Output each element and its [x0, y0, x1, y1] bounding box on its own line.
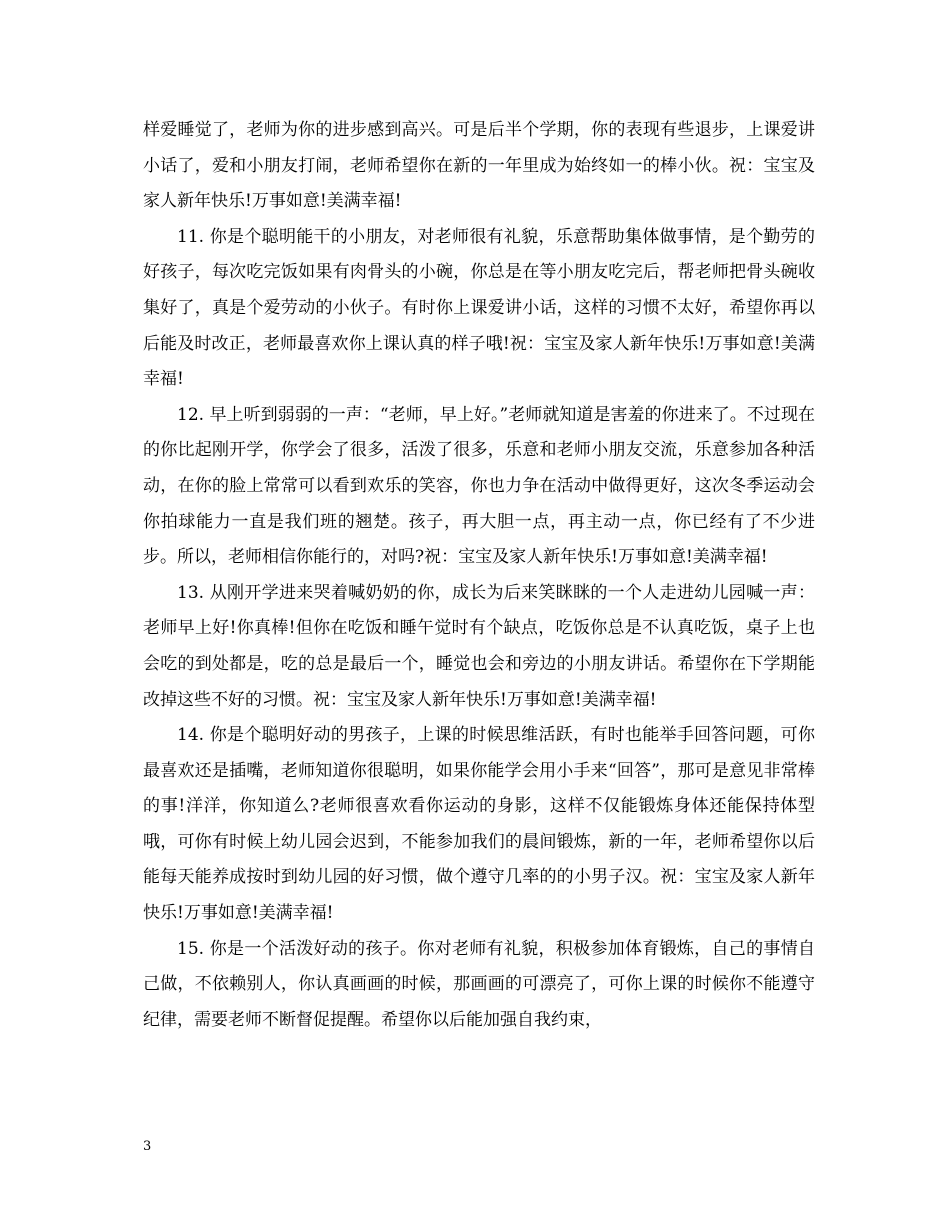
paragraph-15: 15. 你是一个活泼好动的孩子。你对老师有礼貌，积极参加体育锻炼，自己的事情自己做，不依赖别人，你认真画画的时候，那画画的可漂亮了，可你上课的时候你不能遵守纪律，需要老师不断督促提醒。希望你以后能加强自我约束， [143, 938, 815, 1030]
paragraph-14: 14. 你是个聪明好动的男孩子，上课的时候思维活跃，有时也能举手回答问题，可你最喜欢还是插嘴，老师知道你很聪明，如果你能学会用小手来“回答”，那可是意见非常棒的事!洋洋，你知道么?老师很喜欢看你运动的身影，这样不仅能锻炼身体还能保持体型哦，可你有时候上幼儿园会迟到，不能参加我们的晨间锻炼，新的一年，老师希望你以后能每天能养成按时到幼儿园的好习惯，做个遵守几率的的小男子汉。祝：宝宝及家人新年快乐!万事如意!美满幸福! [143, 725, 815, 924]
document-body [143, 113, 815, 1038]
paragraph-12: 12. 早上听到弱弱的一声：“老师，早上好。”老师就知道是害羞的你进来了。不过现在的你比起刚开学，你学会了很多，活泼了很多，乐意和老师小朋友交流，乐意参加各种活动，在你的脸上常常可以看到欢乐的笑容，你也力争在活动中做得更好，这次冬季运动会你拍球能力一直是我们班的翘楚。孩子，再大胆一点，再主动一点，你已经有了不少进步。所以，老师相信你能行的，对吗?祝：宝宝及家人新年快乐!万事如意!美满幸福! [143, 404, 815, 568]
paragraph-10-continued: 样爱睡觉了，老师为你的进步感到高兴。可是后半个学期，你的表现有些退步，上课爱讲小话了，爱和小朋友打闹，老师希望你在新的一年里成为始终如一的棒小伙。祝：宝宝及家人新年快乐!万事如意!美满幸福! [143, 120, 815, 212]
paragraph-11: 11. 你是个聪明能干的小朋友，对老师很有礼貌，乐意帮助集体做事情，是个勤劳的好孩子，每次吃完饭如果有肉骨头的小碗，你总是在等小朋友吃完后，帮老师把骨头碗收集好了，真是个爱劳动的小伙子。有时你上课爱讲小话，这样的习惯不太好，希望你再以后能及时改正，老师最喜欢你上课认真的样子哦!祝：宝宝及家人新年快乐!万事如意!美满幸福! [143, 226, 815, 390]
page-number: 3 [143, 1139, 152, 1154]
paragraph-13: 13. 从刚开学进来哭着喊奶奶的你，成长为后来笑眯眯的一个人走进幼儿园喊一声：老师早上好!你真棒!但你在吃饭和睡午觉时有个缺点，吃饭你总是不认真吃饭，桌子上也会吃的到处都是，吃的总是最后一个，睡觉也会和旁边的小朋友讲话。希望你在下学期能改掉这些不好的习惯。祝：宝宝及家人新年快乐!万事如意!美满幸福! [143, 582, 815, 710]
